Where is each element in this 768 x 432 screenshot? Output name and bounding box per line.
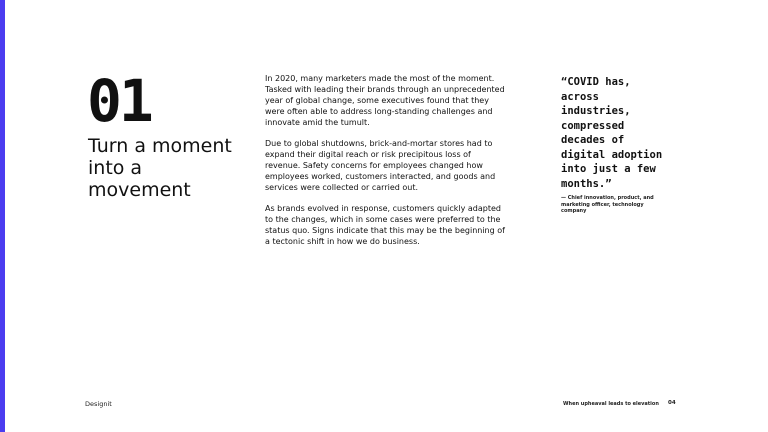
accent-bar — [0, 0, 5, 432]
quote-attribution: — Chief innovation, product, and marketing officer, technology company — [561, 195, 654, 214]
body-paragraph: Due to global shutdowns, brick-and-mortar stores had to expand their digital reach or risk precipitous loss of revenue. Safety concerns for employees changed how employees worked, customers interacted, and goods and services were collected or carried out. — [265, 139, 496, 192]
body-paragraph: In 2020, many marketers made the most of the moment. Tasked with leading their brands through an unprecedented year of global change, some executives found that they were often able to address long-standing challenges and innovate amid the tumult. — [265, 74, 505, 127]
section-title: Turn a moment into a movement — [88, 135, 232, 201]
footer-brand: Designit — [85, 400, 112, 408]
body-text — [265, 73, 505, 257]
page-number: 04 — [668, 400, 676, 406]
pull-quote: “COVID has, across industries, compressed decades of digital adoption into just a few months.” — [561, 76, 663, 190]
section-number: 01 — [87, 67, 151, 135]
footer-caption: When upheaval leads to elevation — [563, 401, 659, 407]
body-paragraph: As brands evolved in response, customers quickly adapted to the changes, which in some cases were preferred to the status quo. Signs indicate that this may be the beginning of a tectonic shift in how we do business. — [265, 204, 505, 246]
